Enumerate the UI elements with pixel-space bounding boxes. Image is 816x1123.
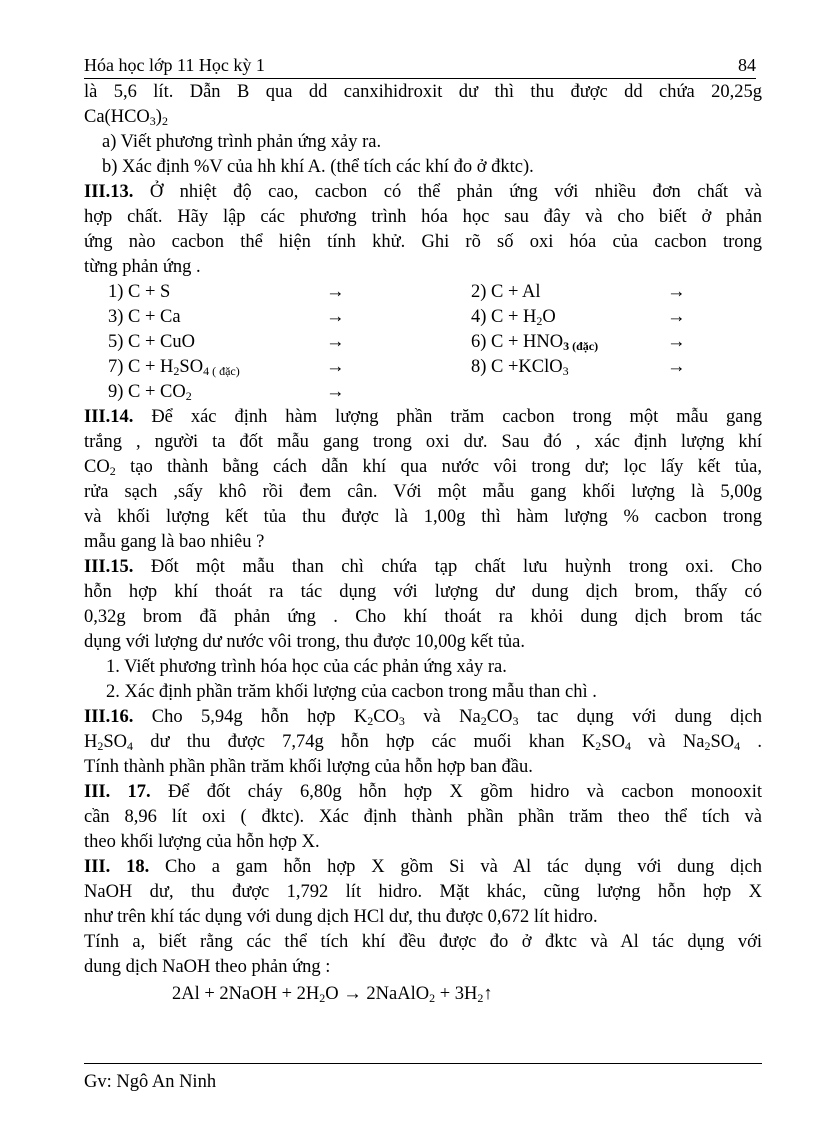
problem-17 [84, 780, 762, 855]
text-line: $H_2SO_4$ dư thu được 7,74g hỗn hợp các muối khan $K_2SO_4$ và $Na_2SO_4$ . [84, 732, 762, 753]
text-line: ứng nào cacbon thể hiện tính khử. Ghi rõ số oxi hóa của cacbon trong [84, 232, 762, 252]
reaction-item: 2) C + Al → [471, 280, 771, 305]
header-title: Hóa học lớp 11 Học kỳ 1 [84, 55, 265, 75]
text-line: là 5,6 lít. Dẫn B qua dd canxihidroxit dư thì thu được dd chứa 20,25g [84, 82, 762, 102]
text-line: dung dịch NaOH theo phản ứng : [84, 957, 331, 977]
arrow-icon: → [326, 357, 345, 377]
question-1: 1. Viết phương trình hóa học của các phản ứng xảy ra. [106, 657, 507, 677]
reaction-list [108, 280, 762, 405]
text-line: Tính thành phần phần trăm khối lượng của hỗn hợp ban đầu. [84, 757, 533, 777]
text-line: III. 17. Để đốt cháy 6,80g hỗn hợp X gồm hidro và cacbon monooxit [84, 782, 762, 802]
footer-divider [84, 1063, 762, 1064]
reaction-item: 9) $C + CO_2$ → [108, 380, 471, 405]
intro-paragraph [84, 80, 762, 130]
arrow-icon: → [667, 282, 686, 302]
footer-author: Gv: Ngô An Ninh [84, 1072, 217, 1092]
arrow-icon: → [326, 282, 345, 302]
problem-18 [84, 855, 762, 980]
text-line: cần 8,96 lít oxi ( đktc). Xác định thành phần phần trăm theo thể tích và [84, 807, 762, 827]
text-line: mẫu gang là bao nhiêu ? [84, 532, 265, 552]
reaction-item: 3) C + Ca → [108, 305, 471, 330]
text-line: III. 18. Cho a gam hỗn hợp X gồm Si và Al tác dụng với dung dịch [84, 857, 762, 877]
problem-16 [84, 705, 762, 780]
text-line: NaOH dư, thu được 1,792 lít hidro. Mặt khác, cũng lượng hỗn hợp X [84, 882, 762, 902]
problem-label: III.16. [84, 707, 134, 727]
problem-label: III.13. [84, 182, 134, 202]
problem-label: III. 17. [84, 782, 151, 802]
text-line: $CO_2$ tạo thành bằng cách dẫn khí qua nước vôi trong dư; lọc lấy kết tủa, [84, 457, 762, 478]
text-line: Tính a, biết rằng các thể tích khí đều được đo ở đktc và Al tác dụng với [84, 932, 762, 952]
problem-label: III.14. [84, 407, 134, 427]
up-arrow-icon: ↑ [483, 984, 493, 1004]
reaction-item: 7) $C + H_2SO_{4 ( đặc)}$ → [108, 355, 471, 380]
text-line: hợp chất. Hãy lập các phương trình hóa học sau đây và cho biết ở phản [84, 207, 762, 227]
text-line: III.15. Đốt một mẫu than chì chứa tạp chất lưu huỳnh trong oxi. Cho [84, 557, 762, 577]
text-line: dụng với lượng dư nước vôi trong, thu được 10,00g kết tủa. [84, 632, 525, 652]
arrow-icon: → [326, 307, 345, 327]
arrow-icon: → [667, 357, 686, 377]
text-line: hỗn hợp khí thoát ra tác dụng với lượng dư dung dịch brom, thấy có [84, 582, 762, 602]
reaction-item: 4) $C + H_2O$ → [471, 305, 771, 330]
question-b: b) Xác định %V của hh khí A. (thể tích các khí đo ở đktc). [102, 157, 534, 177]
reaction-item: 6) $C + HNO_{3 (đặc)}$ → [471, 330, 771, 355]
text-line: III.13. Ở nhiệt độ cao, cacbon có thể phản ứng với nhiều đơn chất và [84, 182, 762, 202]
problem-13 [84, 180, 762, 280]
problem-label: III.15. [84, 557, 134, 577]
page-number: 84 [738, 55, 756, 75]
text-line: và khối lượng kết tủa thu được là 1,00g thì hàm lượng % cacbon trong [84, 507, 762, 527]
text-line: $Ca(HCO_3)_2$ [84, 107, 168, 128]
text-line: từng phản ứng . [84, 257, 201, 277]
text-line: rửa sạch ,sấy khô rồi đem cân. Với một mẫu gang khối lượng là 5,00g [84, 482, 762, 502]
arrow-icon: → [667, 332, 686, 352]
arrow-icon: → [326, 332, 345, 352]
problem-label: III. 18. [84, 857, 150, 877]
question-2: 2. Xác định phần trăm khối lượng của cacbon trong mẫu than chì . [106, 682, 597, 702]
arrow-icon: → [326, 382, 345, 402]
reaction-item: 5) C + CuO → [108, 330, 471, 355]
page-header [84, 53, 756, 79]
page-footer [84, 1070, 216, 1094]
problem-14 [84, 405, 762, 555]
text-line: III.16. Cho 5,94g hỗn hợp $K_2CO_3$ và $Na_2CO_3$ tac dụng với dung dịch [84, 707, 762, 728]
text-line: 0,32g brom đã phản ứng . Cho khí thoát ra khỏi dung dịch brom tác [84, 607, 762, 627]
reaction-item: 8) C +KClO$_3$ → [471, 355, 771, 380]
question-a: a) Viết phương trình phản ứng xảy ra. [102, 132, 382, 152]
arrow-icon: → [667, 307, 686, 327]
reaction-equation: 2Al + 2NaOH + $2H_2O$ → 2NaAlO$_2$ + $3H_2↑$ [172, 984, 493, 1005]
page-content [84, 80, 762, 1007]
text-line: theo khối lượng của hỗn hợp X. [84, 832, 320, 852]
text-line: như trên khí tác dụng với dung dịch HCl dư, thu được 0,672 lít hidro. [84, 907, 598, 927]
problem-15 [84, 555, 762, 655]
text-line: trắng , người ta đốt mẫu gang trong oxi dư. Sau đó , xác định lượng khí [84, 432, 762, 452]
text-line: III.14. Để xác định hàm lượng phần trăm cacbon trong một mẫu gang [84, 407, 763, 427]
reaction-item: 1) C + S → [108, 280, 471, 305]
